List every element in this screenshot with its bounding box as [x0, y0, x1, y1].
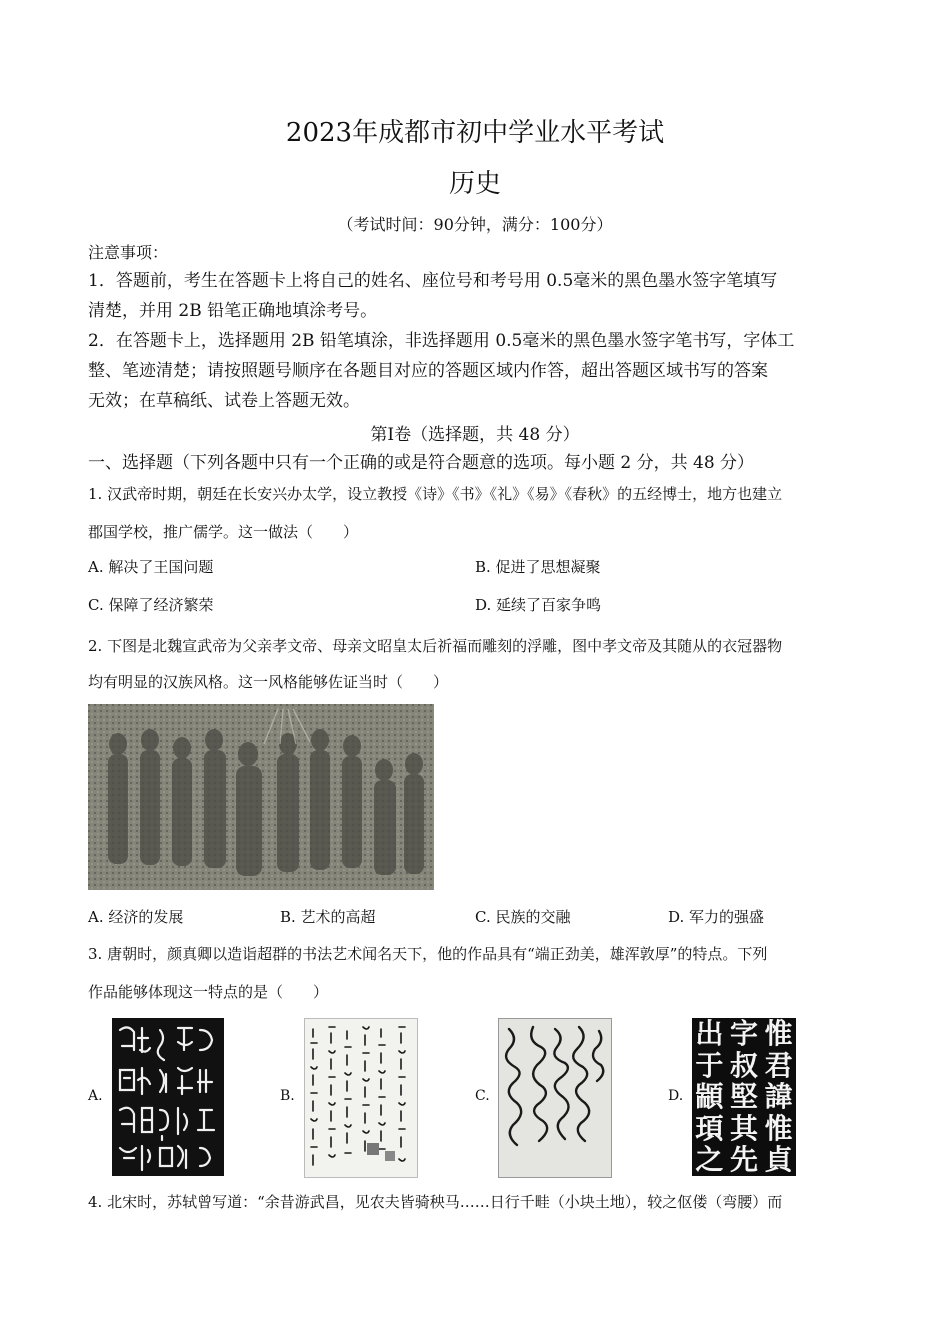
regular-glyph: 惟	[764, 1018, 793, 1050]
regular-glyph: 叔	[729, 1048, 758, 1082]
q2-stem-line-2: 均有明显的汉族风格。这一风格能够佐证当时（ ）	[88, 673, 449, 691]
regular-glyph: 頊	[695, 1111, 724, 1145]
q1-option-b: B. 促进了思想凝聚	[475, 558, 601, 576]
subject-title: 历史	[448, 169, 501, 199]
regular-glyph: 堅	[729, 1080, 758, 1114]
part-title: 第Ⅰ卷（选择题，共 48 分）	[370, 425, 580, 445]
regular-glyph: 貞	[764, 1143, 793, 1176]
q1-stem-line-1: 1. 汉武帝时期，朝廷在长安兴办太学，设立教授《诗》《书》《礼》《易》《春秋》的五经博士，地方也建立	[88, 485, 783, 503]
regular-glyph: 其	[729, 1111, 758, 1145]
q1-option-a: A. 解决了王国问题	[88, 558, 214, 576]
calligraphy-regular-script-image	[692, 1018, 796, 1176]
notice-item-2-line-1: 2．在答题卡上，选择题用 2B 铅笔填涂，非选择题用 0.5毫米的黑色墨水签字笔书写，字体工	[88, 331, 795, 351]
q1-stem-line-2: 郡国学校，推广儒学。这一做法（ ）	[88, 523, 359, 541]
q2-option-d: D. 军力的强盛	[668, 908, 765, 926]
notice-item-1-line-1: 1．答题前，考生在答题卡上将自己的姓名、座位号和考号用 0.5毫米的黑色墨水签字笔填写	[88, 271, 778, 291]
q2-stem-line-1: 2. 下图是北魏宣武帝为父亲孝文帝、母亲文昭皇太后祈福而雕刻的浮雕，图中孝文帝及其随从的衣冠器物	[88, 637, 783, 655]
relief-sculpture-image	[88, 704, 434, 890]
q1-option-c: C. 保障了经济繁荣	[88, 596, 214, 614]
section-instructions: 一、选择题（下列各题中只有一个正确的或是符合题意的选项。每小题 2 分，共 48 分）	[88, 453, 755, 473]
regular-glyph: 出	[695, 1018, 724, 1050]
regular-glyph: 君	[764, 1048, 793, 1082]
q3-option-a-label: A.	[88, 1088, 103, 1104]
calligraphy-seal-script-image	[112, 1018, 224, 1176]
regular-glyph: 于	[695, 1048, 724, 1082]
q3-option-b-label: B.	[280, 1088, 295, 1104]
notice-item-1-line-2: 清楚，并用 2B 铅笔正确地填涂考号。	[88, 301, 378, 321]
regular-glyph: 字	[729, 1018, 758, 1050]
q2-option-b: B. 艺术的高超	[280, 908, 376, 926]
q2-option-a: A. 经济的发展	[88, 908, 184, 926]
regular-glyph: 惟	[764, 1111, 793, 1145]
calligraphy-running-script-image	[304, 1018, 418, 1178]
regular-glyph: 諱	[764, 1080, 793, 1114]
notice-item-2-line-2: 整、笔迹清楚；请按照题号顺序在各题目对应的答题区域内作答，超出答题区域书写的答案	[88, 361, 768, 381]
q3-stem-line-2: 作品能够体现这一特点的是（ ）	[88, 983, 329, 1001]
regular-glyph: 顓	[695, 1080, 724, 1114]
notice-heading: 注意事项：	[88, 243, 169, 262]
q3-option-d-label: D.	[668, 1088, 684, 1104]
q3-option-c-label: C.	[475, 1088, 490, 1104]
regular-glyph: 先	[729, 1143, 758, 1176]
q3-stem-line-1: 3. 唐朝时，颜真卿以造诣超群的书法艺术闻名天下，他的作品具有“端正劲美，雄浑敦厚”的特点。下列	[88, 945, 768, 963]
exam-info: （考试时间：90分钟，满分：100分）	[337, 215, 613, 234]
q4-stem-line-1: 4. 北宋时，苏轼曾写道：“余昔游武昌，见农夫皆骑秧马……日行千畦（小块土地），较之伛偻（弯腰）而	[88, 1193, 783, 1211]
q2-option-c: C. 民族的交融	[475, 908, 571, 926]
regular-glyph: 之	[695, 1143, 724, 1176]
notice-item-2-line-3: 无效；在草稿纸、试卷上答题无效。	[88, 391, 360, 411]
exam-title: 2023年成都市初中学业水平考试	[285, 118, 665, 148]
q1-option-d: D. 延续了百家争鸣	[475, 596, 602, 614]
calligraphy-cursive-script-image	[498, 1018, 612, 1178]
